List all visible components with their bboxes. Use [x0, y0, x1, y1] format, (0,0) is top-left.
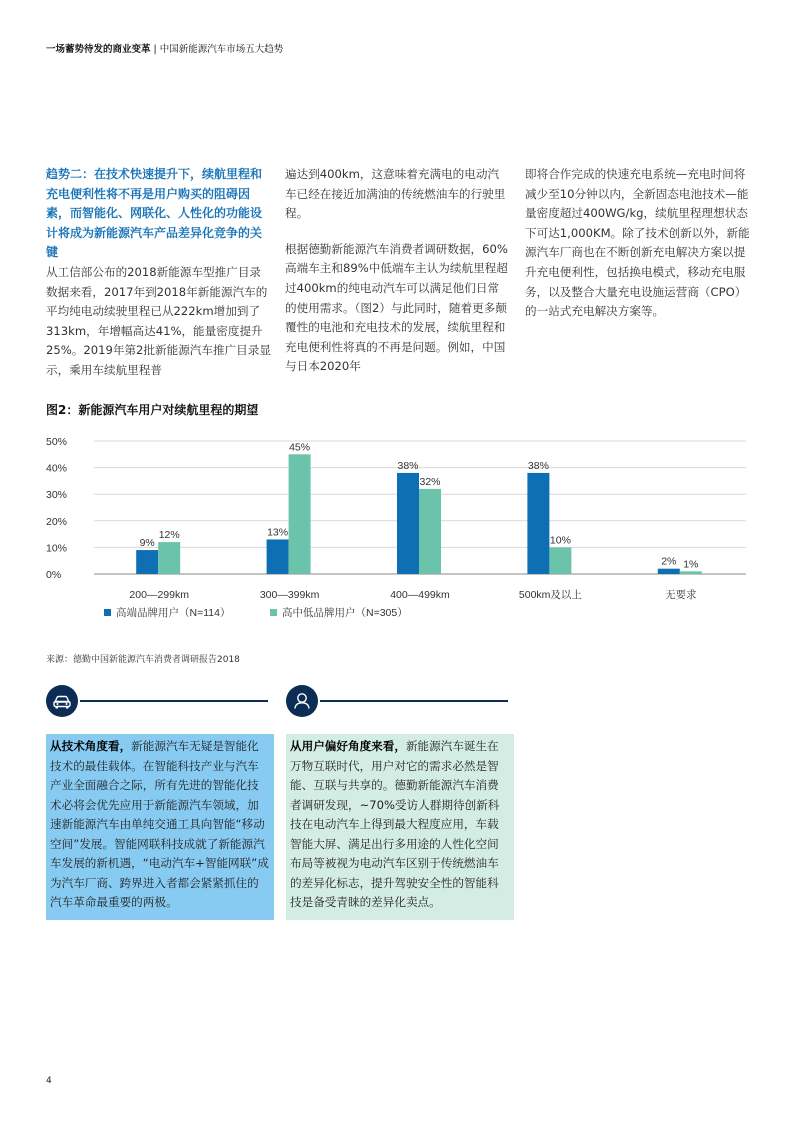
callout-user-preference	[286, 734, 514, 920]
figure-source: 来源：德勤中国新能源汽车消费者调研报告2018	[46, 655, 240, 665]
data-label: 38%	[527, 459, 549, 472]
data-label: 2%	[661, 555, 677, 568]
text-column-1	[46, 165, 271, 381]
page-number: 4	[46, 1076, 52, 1086]
bar	[267, 539, 289, 574]
text-column-3	[525, 165, 750, 322]
data-label: 10%	[549, 534, 571, 547]
col2-paragraph-1: 遍达到400km，这意味着充满电的电动汽车已经在接近加满油的传统燃油车的行驶里程。	[285, 167, 506, 221]
car-icon	[46, 685, 78, 717]
bar	[136, 550, 158, 574]
legend-swatch	[104, 609, 111, 616]
x-tick-label: 300—399km	[259, 589, 320, 601]
user-icon	[286, 685, 318, 717]
figure-title: 图2：新能源汽车用户对续航里程的期望	[46, 403, 259, 417]
text-column-2	[285, 165, 510, 377]
x-tick-label: 500km及以上	[518, 589, 582, 601]
y-tick-label: 30%	[46, 489, 68, 502]
trend-title: 趋势二：在技术快速提升下，续航里程和充电便利性将不再是用户购买的阻碍因素，而智能化、网联化、人性化的功能设计将成为新能源汽车产品差异化竞争的关键	[46, 167, 263, 260]
col2-paragraph-2: 根据德勤新能源汽车消费者调研数据，60%高端车主和89%中低端车主认为续航里程超过400km的纯电动汽车可以满足他们日常的使用需求。（图2）与此同时，随着更多颠覆性的电池和充电技术的发展，续航里程和充电便利性将真的不再是问题。例如，中国与日本2020年	[285, 241, 508, 374]
y-tick-label: 50%	[46, 436, 68, 448]
callout-user-body: 新能源汽车诞生在万物互联时代，用户对它的需求必然是智能、互联与共享的。德勤新能源汽车消费者调研发现，~70%受访人群期待创新科技在电动汽车上得到最大程度应用，车载智能大屏、满足出行多用途的人性化空间布局等被视为电动汽车区别于传统燃油车的差异化标志，提升驾驶安全性的智能科技是备受青睐的差异化卖点。	[290, 739, 500, 909]
data-label: 1%	[683, 558, 699, 571]
col1-paragraph: 从工信部公布的2018新能源车型推广目录数据来看，2017年到2018年新能源汽车的平均纯电动续驶里程已从222km增加到了313km，年增幅高达41%，能量密度提升25%。2019年第2批新能源汽车推广目录显示，乘用车续航里程普	[46, 264, 271, 377]
header-separator: |	[153, 44, 157, 55]
header-left: 一场蓄势待发的商业变革	[46, 44, 151, 55]
y-tick-label: 10%	[46, 542, 68, 555]
data-label: 13%	[267, 526, 289, 539]
running-header	[46, 41, 283, 55]
legend-swatch	[270, 609, 277, 616]
callout-technology-lead: 从技术角度看，	[50, 739, 132, 753]
bar	[158, 542, 180, 574]
legend-label: 高中低品牌用户（N=305）	[282, 607, 408, 619]
x-tick-label: 200—299km	[129, 589, 189, 601]
col3-paragraph: 即将合作完成的快速充电系统—充电时间将减少至10分钟以内，全新固态电池技术—能量密度超过400WG/kg，续航里程理想状态下可达1,000KM。除了技术创新以外，新能源汽车厂商也在不断创新充电解决方案以提升充电便利性，包括换电模式，移动充电服务，以及整合大量充电设施运营商（CPO）的一站式充电解决方案等。	[525, 167, 750, 319]
data-label: 9%	[139, 537, 155, 550]
bar	[549, 547, 571, 574]
bar	[289, 454, 311, 574]
data-label: 32%	[419, 475, 441, 488]
data-label: 12%	[158, 529, 180, 542]
range-expectation-bar-chart	[46, 428, 756, 638]
x-tick-label: 无要求	[665, 589, 697, 601]
bar	[419, 489, 441, 574]
data-label: 38%	[397, 459, 419, 472]
bar	[527, 473, 549, 574]
bar	[658, 569, 680, 574]
y-tick-label: 40%	[46, 462, 68, 475]
y-tick-label: 20%	[46, 515, 68, 528]
header-right: 中国新能源汽车市场五大趋势	[159, 44, 284, 55]
callout-divider-left	[80, 700, 268, 702]
x-tick-label: 400—499km	[390, 589, 450, 601]
callout-divider-right	[320, 700, 508, 702]
callout-technology-body: 新能源汽车无疑是智能化技术的最佳载体。在智能科技产业与汽车产业全面融合之际，所有先进的智能化技术必将会优先应用于新能源汽车领域，加速新能源汽车由单纯交通工具向智能“移动空间”发展。智能网联科技成就了新能源汽车发展的新机遇，“电动汽车+智能网联”成为汽车厂商、跨界进入者都会紧紧抓住的汽车革命最重要的两极。	[50, 739, 269, 909]
y-tick-label: 0%	[46, 569, 62, 581]
legend-label: 高端品牌用户（N=114）	[116, 607, 231, 619]
data-label: 45%	[289, 441, 311, 454]
callout-technology	[46, 734, 274, 920]
bar	[680, 571, 702, 574]
bar	[397, 473, 419, 574]
callout-user-lead: 从用户偏好角度来看，	[290, 739, 406, 753]
